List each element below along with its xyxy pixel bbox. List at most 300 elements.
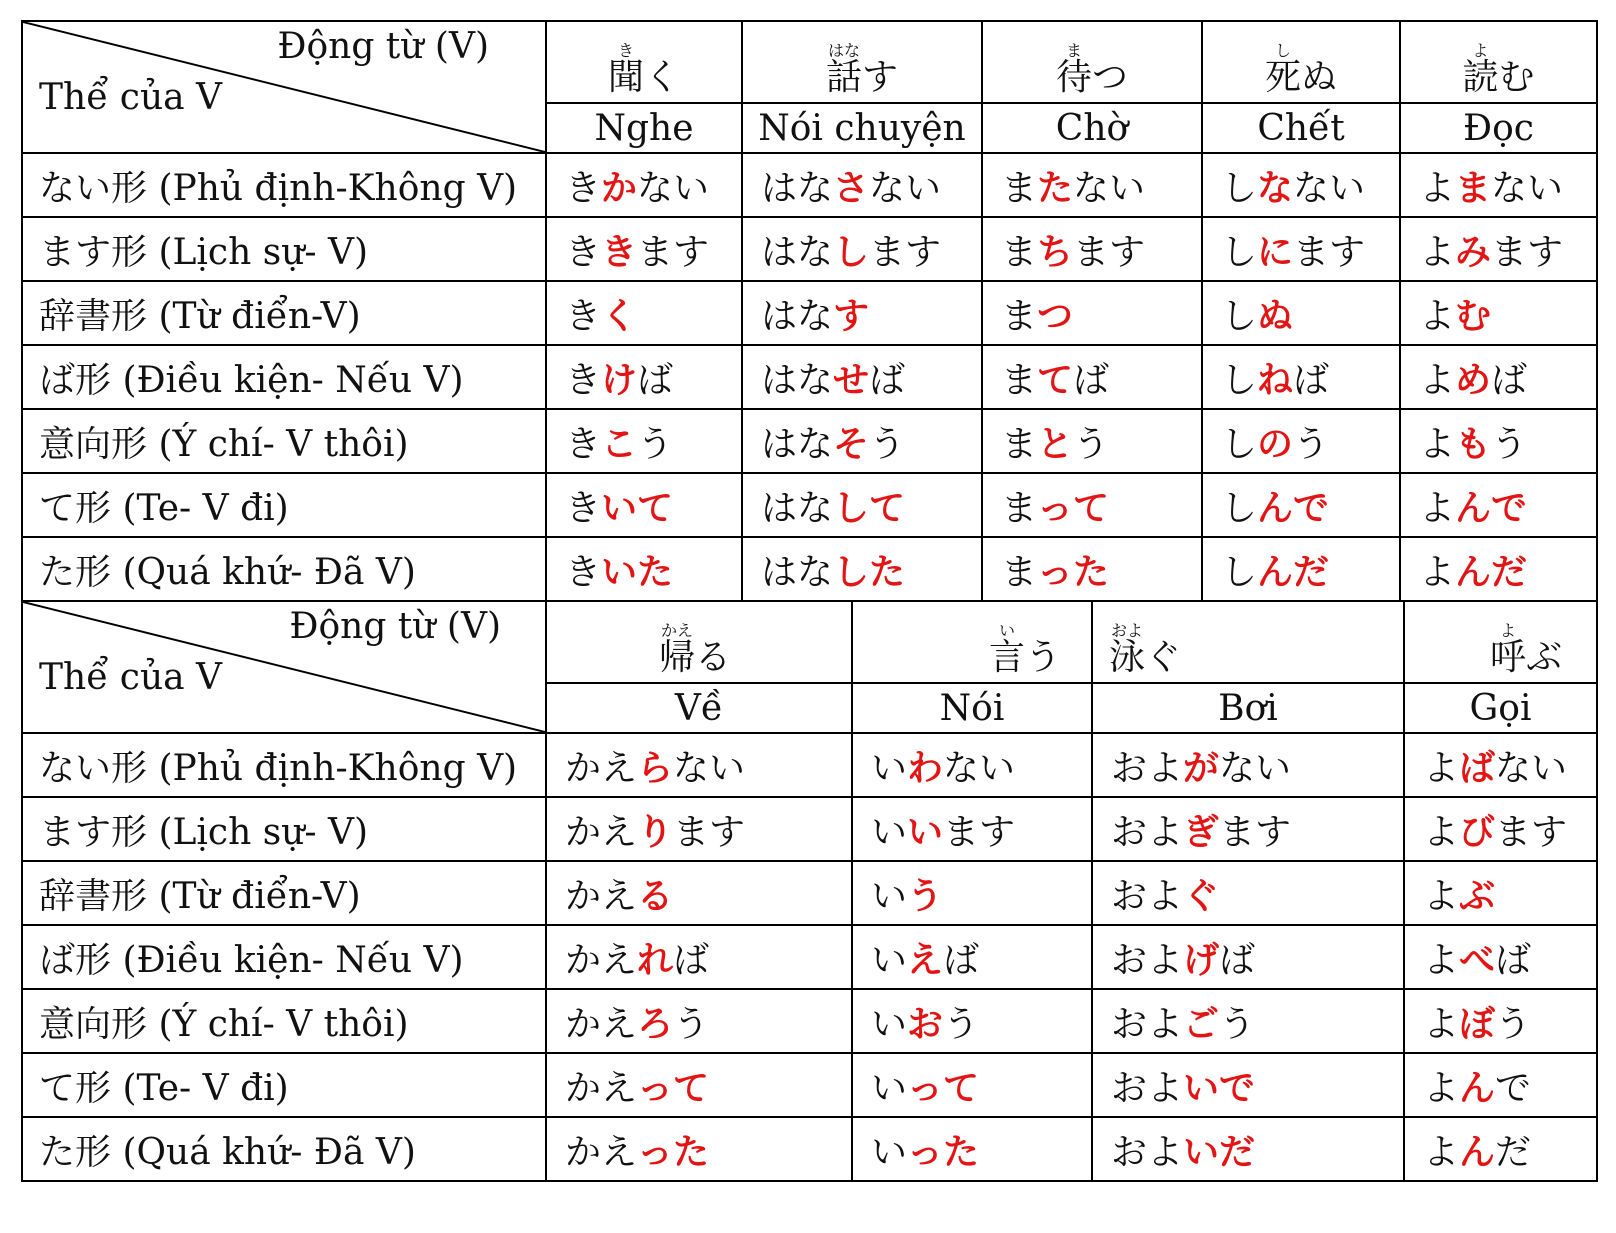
conjugation-cell <box>546 733 852 797</box>
conjugation-stem: はな <box>761 359 834 401</box>
conjugation-stem: よ <box>1419 487 1456 529</box>
conjugation-suffix: ます <box>1491 231 1564 273</box>
form-name-jp: 意向形 <box>39 423 148 465</box>
conjugation-stem: かえ <box>565 875 638 917</box>
conjugation-stem: き <box>565 423 602 465</box>
form-name-vi: (Từ điển-V) <box>147 295 361 337</box>
verb-axis-label: Động từ (V) <box>277 26 489 67</box>
conjugation-stem: し <box>1221 551 1258 593</box>
conjugation-suffix: ない <box>1491 167 1564 209</box>
conjugation-cell <box>1404 861 1597 925</box>
conjugation-suffix: ば <box>1073 359 1110 401</box>
conjugation-stem: およ <box>1111 747 1184 789</box>
form-name-jp: ば形 <box>39 939 112 981</box>
conjugation-stem: い <box>871 1003 908 1045</box>
verb-kanji: 言 <box>988 637 1025 678</box>
conjugation-ending: そ <box>833 423 870 465</box>
furigana: かえ <box>661 621 694 640</box>
conjugation-ending: に <box>1257 231 1294 273</box>
verb-okurigana: む <box>1498 57 1535 98</box>
table-row <box>22 925 1597 989</box>
conjugation-cell <box>1092 1053 1404 1117</box>
verb-axis-label: Động từ (V) <box>289 606 501 647</box>
conjugation-suffix: う <box>1293 423 1330 465</box>
conjugation-stem: し <box>1221 295 1258 337</box>
table-row <box>22 153 1597 217</box>
verb-okurigana: ぐ <box>1145 637 1182 678</box>
conjugation-stem: はな <box>761 423 834 465</box>
table-row <box>22 989 1597 1053</box>
conjugation-cell <box>1404 989 1597 1053</box>
form-name-cell <box>22 797 546 861</box>
conjugation-stem: よ <box>1419 551 1456 593</box>
conjugation-ending: る <box>637 875 674 917</box>
verb-okurigana: つ <box>1092 57 1129 98</box>
conjugation-cell <box>1092 1117 1404 1181</box>
conjugation-stem: き <box>565 487 602 529</box>
conjugation-cell <box>1400 473 1597 537</box>
conjugation-ending: つ <box>1037 295 1074 337</box>
conjugation-ending: ね <box>1257 359 1294 401</box>
verb-header <box>742 21 982 103</box>
conjugation-cell <box>546 925 852 989</box>
conjugation-cell <box>1400 281 1597 345</box>
conjugation-cell <box>852 861 1092 925</box>
conjugation-ending: え <box>907 939 944 981</box>
conjugation-suffix: う <box>637 423 674 465</box>
form-name-vi: (Te- V đi) <box>111 1067 289 1109</box>
verb-kanji: 待 <box>1055 57 1092 98</box>
conjugation-suffix: ば <box>869 359 906 401</box>
conjugation-stem: よ <box>1419 295 1456 337</box>
form-name-cell <box>22 733 546 797</box>
conjugation-cell <box>1202 537 1400 601</box>
conjugation-ending: な <box>1257 167 1294 209</box>
conjugation-cell <box>546 281 742 345</box>
conjugation-stem: し <box>1221 231 1258 273</box>
conjugation-cell <box>1202 153 1400 217</box>
table-row <box>22 281 1597 345</box>
conjugation-suffix: う <box>869 423 906 465</box>
conjugation-stem: き <box>565 295 602 337</box>
conjugation-ending: った <box>637 1131 710 1173</box>
conjugation-suffix: ない <box>1293 167 1366 209</box>
furigana: い <box>998 621 1015 640</box>
conjugation-stem: はな <box>761 167 834 209</box>
conjugation-stem: よ <box>1419 359 1456 401</box>
conjugation-stem: き <box>565 231 602 273</box>
conjugation-ending: いだ <box>1183 1131 1256 1173</box>
conjugation-cell <box>1404 1053 1597 1117</box>
conjugation-suffix: ない <box>1495 747 1568 789</box>
form-name-jp: ば形 <box>39 359 112 401</box>
conjugation-ending: ぼ <box>1459 1003 1496 1045</box>
conjugation-cell <box>1400 345 1597 409</box>
conjugation-stem: およ <box>1111 875 1184 917</box>
conjugation-ending: と <box>1037 423 1074 465</box>
form-name-vi: (Lịch sự- V) <box>147 811 369 853</box>
conjugation-stem: し <box>1221 423 1258 465</box>
conjugation-ending: む <box>1455 295 1492 337</box>
conjugation-cell <box>1092 797 1404 861</box>
conjugation-suffix: ます <box>869 231 942 273</box>
verb-kanji: 帰 <box>659 637 696 678</box>
conjugation-ending: って <box>907 1067 980 1109</box>
conjugation-cell <box>1404 733 1597 797</box>
conjugation-stem: よ <box>1423 1131 1460 1173</box>
verb-header <box>546 21 742 103</box>
conjugation-ending: び <box>1459 811 1496 853</box>
conjugation-suffix: ば <box>637 359 674 401</box>
conjugation-ending: め <box>1455 359 1492 401</box>
conjugation-ending: ら <box>637 747 674 789</box>
verb-kanji: 泳 <box>1109 637 1146 678</box>
conjugation-suffix: う <box>1219 1003 1256 1045</box>
furigana: よ <box>1499 621 1516 640</box>
table-row <box>22 733 1597 797</box>
conjugation-stem: き <box>565 359 602 401</box>
form-name-vi: (Phủ định-Không V) <box>147 167 518 209</box>
conjugation-stem: い <box>871 939 908 981</box>
conjugation-suffix: ば <box>943 939 980 981</box>
conjugation-ending: ぎ <box>1183 811 1220 853</box>
conjugation-cell <box>1202 217 1400 281</box>
verb-kanji: 話 <box>825 57 862 98</box>
conjugation-cell <box>1092 861 1404 925</box>
conjugation-ending: す <box>833 295 870 337</box>
conjugation-stem: およ <box>1111 1067 1184 1109</box>
conjugation-suffix: ば <box>1491 359 1528 401</box>
conjugation-stem: かえ <box>565 939 638 981</box>
conjugation-ending: け <box>601 359 638 401</box>
conjugation-suffix: ない <box>943 747 1016 789</box>
conjugation-cell <box>852 733 1092 797</box>
conjugation-stem: ま <box>1001 359 1038 401</box>
conjugation-suffix: で <box>1495 1067 1532 1109</box>
conjugation-stem: はな <box>761 231 834 273</box>
conjugation-ending: べ <box>1459 939 1496 981</box>
conjugation-ending: が <box>1183 747 1220 789</box>
verb-kanji: 呼 <box>1489 637 1526 678</box>
conjugation-cell <box>742 473 982 537</box>
conjugation-stem: ま <box>1001 423 1038 465</box>
conjugation-stem: よ <box>1423 875 1460 917</box>
verb-meaning: Đọc <box>1400 103 1597 153</box>
conjugation-cell <box>852 1117 1092 1181</box>
conjugation-stem: よ <box>1419 423 1456 465</box>
conjugation-ending: て <box>1037 359 1074 401</box>
form-name-cell <box>22 153 546 217</box>
conjugation-ending: こ <box>601 423 638 465</box>
verb-kanji: 読 <box>1462 57 1499 98</box>
verb-meaning: Bơi <box>1092 683 1404 733</box>
form-name-vi: (Ý chí- V thôi) <box>147 1003 409 1045</box>
conjugation-stem: い <box>871 811 908 853</box>
conjugation-cell <box>1400 153 1597 217</box>
conjugation-ending: んだ <box>1455 551 1528 593</box>
conjugation-ending: し <box>833 231 870 273</box>
conjugation-ending: せ <box>833 359 870 401</box>
form-name-jp: 辞書形 <box>39 295 148 337</box>
conjugation-ending: った <box>1037 551 1110 593</box>
conjugation-cell <box>1404 1117 1597 1181</box>
conjugation-suffix: ます <box>1073 231 1146 273</box>
verb-okurigana: ぬ <box>1301 57 1338 98</box>
conjugation-cell <box>1400 217 1597 281</box>
verb-header <box>1092 601 1404 683</box>
conjugation-cell <box>742 409 982 473</box>
conjugation-suffix: ない <box>637 167 710 209</box>
conjugation-ending: う <box>907 875 944 917</box>
furigana: よ <box>1472 41 1489 60</box>
furigana: し <box>1274 41 1291 60</box>
form-name-jp: ます形 <box>39 231 148 273</box>
verb-header <box>546 601 852 683</box>
conjugation-stem: い <box>871 875 908 917</box>
verb-okurigana: す <box>862 57 899 98</box>
conjugation-cell <box>982 153 1202 217</box>
conjugation-cell <box>1202 473 1400 537</box>
conjugation-suffix: う <box>673 1003 710 1045</box>
form-name-jp: て形 <box>39 1067 112 1109</box>
conjugation-cell <box>982 217 1202 281</box>
form-name-jp: た形 <box>39 551 112 593</box>
conjugation-ending: げ <box>1183 939 1220 981</box>
conjugation-stem: かえ <box>565 1067 638 1109</box>
form-name-cell <box>22 217 546 281</box>
form-name-cell <box>22 473 546 537</box>
conjugation-stem: い <box>871 1067 908 1109</box>
verb-meaning: Chết <box>1202 103 1400 153</box>
conjugation-ending: り <box>637 811 674 853</box>
form-axis-label: Thể của V <box>39 77 223 118</box>
conjugation-suffix: う <box>1495 1003 1532 1045</box>
conjugation-ending: ろ <box>637 1003 674 1045</box>
conjugation-cell <box>852 925 1092 989</box>
conjugation-suffix: ば <box>1293 359 1330 401</box>
conjugation-cell <box>982 537 1202 601</box>
conjugation-suffix: ば <box>1495 939 1532 981</box>
conjugation-stem: よ <box>1423 747 1460 789</box>
conjugation-ending: ん <box>1459 1067 1496 1109</box>
conjugation-cell <box>1404 797 1597 861</box>
conjugation-suffix: ば <box>1219 939 1256 981</box>
conjugation-ending: んで <box>1257 487 1330 529</box>
conjugation-ending: いで <box>1183 1067 1256 1109</box>
verb-okurigana: く <box>644 57 681 98</box>
conjugation-suffix: う <box>1491 423 1528 465</box>
conjugation-ending: の <box>1257 423 1294 465</box>
conjugation-cell <box>742 217 982 281</box>
conjugation-stem: よ <box>1423 1067 1460 1109</box>
verb-meaning: Chờ <box>982 103 1202 153</box>
furigana: き <box>617 41 634 60</box>
conjugation-stem: およ <box>1111 1003 1184 1045</box>
conjugation-stem: し <box>1221 487 1258 529</box>
form-name-vi: (Ý chí- V thôi) <box>147 423 409 465</box>
verb-header <box>1400 21 1597 103</box>
form-axis-label: Thể của V <box>39 657 223 698</box>
conjugation-stem: い <box>871 1131 908 1173</box>
conjugation-ending: んだ <box>1257 551 1330 593</box>
conjugation-cell <box>546 861 852 925</box>
verb-meaning: Về <box>546 683 852 733</box>
verb-header <box>852 601 1092 683</box>
conjugation-cell <box>546 217 742 281</box>
form-name-cell <box>22 409 546 473</box>
conjugation-ending: ご <box>1183 1003 1220 1045</box>
conjugation-ending: んで <box>1455 487 1528 529</box>
conjugation-ending: き <box>601 231 638 273</box>
conjugation-ending: か <box>601 167 638 209</box>
conjugation-ending: ぐ <box>1183 875 1220 917</box>
conjugation-cell <box>546 797 852 861</box>
table-row <box>22 537 1597 601</box>
conjugation-cell <box>546 1053 852 1117</box>
form-name-vi: (Quá khứ- Đã V) <box>111 1131 416 1173</box>
conjugation-stem: およ <box>1111 939 1184 981</box>
table-row <box>22 861 1597 925</box>
conjugation-cell <box>546 473 742 537</box>
conjugation-cell <box>546 537 742 601</box>
conjugation-suffix: ます <box>1495 811 1568 853</box>
conjugation-stem: よ <box>1419 231 1456 273</box>
table-row <box>22 1053 1597 1117</box>
conjugation-stem: き <box>565 551 602 593</box>
verb-okurigana: ぶ <box>1525 637 1562 678</box>
conjugation-ending: ん <box>1459 1131 1496 1173</box>
conjugation-cell <box>546 1117 852 1181</box>
verb-meaning: Gọi <box>1404 683 1597 733</box>
conjugation-cell <box>1404 925 1597 989</box>
conjugation-suffix: ない <box>1073 167 1146 209</box>
form-name-vi: (Điều kiện- Nếu V) <box>111 939 464 981</box>
verb-okurigana: る <box>695 637 732 678</box>
conjugation-stem: はな <box>761 295 834 337</box>
conjugation-cell <box>1202 281 1400 345</box>
conjugation-cell <box>982 473 1202 537</box>
verb-header <box>1404 601 1597 683</box>
conjugation-stem: およ <box>1111 1131 1184 1173</box>
conjugation-chart <box>21 20 1596 1182</box>
conjugation-table-2 <box>21 600 1598 1182</box>
conjugation-cell <box>982 281 1202 345</box>
conjugation-cell <box>1400 537 1597 601</box>
conjugation-suffix: だ <box>1495 1131 1532 1173</box>
conjugation-stem: はな <box>761 551 834 593</box>
furigana: ま <box>1065 41 1082 60</box>
conjugation-ending: して <box>833 487 906 529</box>
form-name-jp: ます形 <box>39 811 148 853</box>
form-name-vi: (Từ điển-V) <box>147 875 361 917</box>
conjugation-table-1 <box>21 20 1598 602</box>
form-name-cell <box>22 861 546 925</box>
conjugation-ending: れ <box>637 939 674 981</box>
conjugation-cell <box>1400 409 1597 473</box>
conjugation-ending: った <box>907 1131 980 1173</box>
conjugation-stem: およ <box>1111 811 1184 853</box>
form-name-jp: た形 <box>39 1131 112 1173</box>
form-name-vi: (Quá khứ- Đã V) <box>111 551 416 593</box>
form-name-jp: ない形 <box>39 747 148 789</box>
conjugation-ending: ぬ <box>1257 295 1294 337</box>
form-name-vi: (Lịch sự- V) <box>147 231 369 273</box>
conjugation-suffix: ます <box>943 811 1016 853</box>
conjugation-stem: ま <box>1001 551 1038 593</box>
conjugation-cell <box>982 345 1202 409</box>
table-row <box>22 797 1597 861</box>
conjugation-cell <box>546 345 742 409</box>
conjugation-stem: かえ <box>565 1131 638 1173</box>
conjugation-stem: ま <box>1001 487 1038 529</box>
form-name-vi: (Điều kiện- Nếu V) <box>111 359 464 401</box>
conjugation-suffix: ます <box>1293 231 1366 273</box>
conjugation-cell <box>546 989 852 1053</box>
table-row <box>22 409 1597 473</box>
conjugation-ending: いた <box>601 551 674 593</box>
conjugation-ending: く <box>601 295 638 337</box>
verb-meaning: Nói <box>852 683 1092 733</box>
conjugation-cell <box>1202 409 1400 473</box>
conjugation-stem: かえ <box>565 747 638 789</box>
form-name-cell <box>22 345 546 409</box>
conjugation-stem: し <box>1221 167 1258 209</box>
conjugation-ending: ぶ <box>1459 875 1496 917</box>
form-name-cell <box>22 281 546 345</box>
form-name-jp: 辞書形 <box>39 875 148 917</box>
conjugation-suffix: ない <box>673 747 746 789</box>
conjugation-suffix: ない <box>869 167 942 209</box>
verb-meaning: Nghe <box>546 103 742 153</box>
conjugation-ending: も <box>1455 423 1492 465</box>
form-name-jp: て形 <box>39 487 112 529</box>
corner-header <box>22 21 546 153</box>
conjugation-stem: ま <box>1001 167 1038 209</box>
conjugation-ending: い <box>907 811 944 853</box>
table-row <box>22 345 1597 409</box>
conjugation-stem: よ <box>1419 167 1456 209</box>
verb-okurigana: う <box>1024 637 1061 678</box>
conjugation-ending: さ <box>833 167 870 209</box>
conjugation-cell <box>982 409 1202 473</box>
conjugation-stem: かえ <box>565 811 638 853</box>
conjugation-ending: わ <box>907 747 944 789</box>
conjugation-ending: み <box>1455 231 1492 273</box>
conjugation-ending: ち <box>1037 231 1074 273</box>
verb-kanji: 死 <box>1264 57 1301 98</box>
conjugation-stem: よ <box>1423 1003 1460 1045</box>
conjugation-ending: した <box>833 551 906 593</box>
conjugation-suffix: ば <box>673 939 710 981</box>
conjugation-suffix: ます <box>637 231 710 273</box>
conjugation-suffix: ない <box>1219 747 1292 789</box>
conjugation-suffix: う <box>1073 423 1110 465</box>
conjugation-stem: よ <box>1423 939 1460 981</box>
verb-kanji: 聞 <box>607 57 644 98</box>
conjugation-ending: た <box>1037 167 1074 209</box>
form-name-jp: 意向形 <box>39 1003 148 1045</box>
conjugation-stem: し <box>1221 359 1258 401</box>
conjugation-cell <box>546 409 742 473</box>
conjugation-cell <box>742 345 982 409</box>
table-row <box>22 217 1597 281</box>
table-row <box>22 473 1597 537</box>
conjugation-stem: はな <box>761 487 834 529</box>
conjugation-suffix: う <box>943 1003 980 1045</box>
verb-meaning: Nói chuyện <box>742 103 982 153</box>
conjugation-stem: よ <box>1423 811 1460 853</box>
form-name-cell <box>22 1117 546 1181</box>
